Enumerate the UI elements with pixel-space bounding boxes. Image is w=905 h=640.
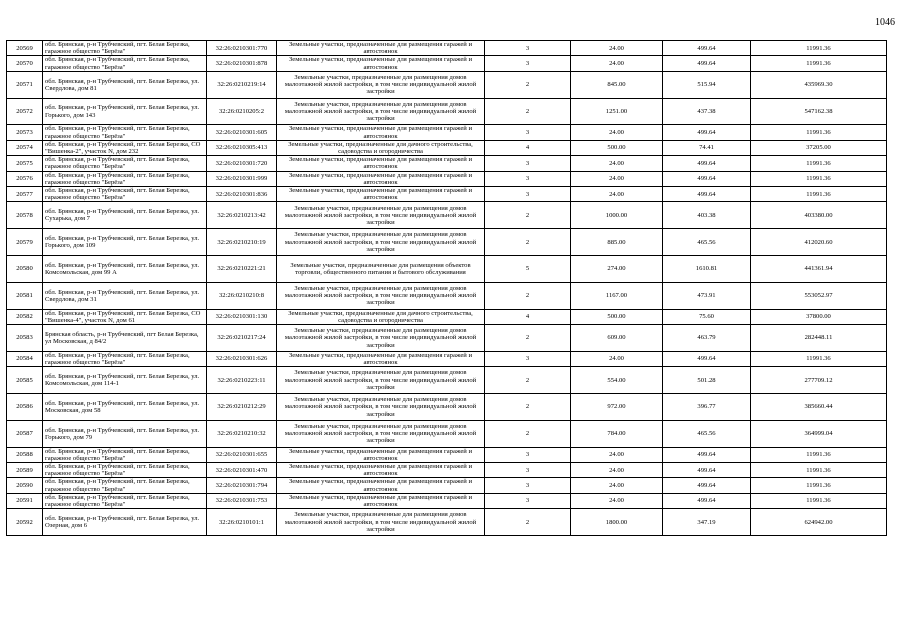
row-cadastral-number: 32:26:0210210:8 — [207, 282, 277, 309]
row-area: 24.00 — [571, 187, 663, 202]
row-address: Брянская область, р-н Трубчевский, пгт Белая Березка, ул Московская, д 84/2 — [43, 325, 207, 352]
row-specific-value: 499.64 — [663, 463, 751, 478]
row-land-use: Земельные участки, предназначенные для размещения домов малоэтажной жилой застройки, в том числе индивидуальной жилой застройки — [277, 71, 485, 98]
row-number: 20571 — [7, 71, 43, 98]
row-area: 1800.00 — [571, 509, 663, 536]
row-area: 24.00 — [571, 41, 663, 56]
table-row — [7, 171, 887, 186]
row-group: 3 — [485, 187, 571, 202]
row-group: 3 — [485, 41, 571, 56]
table-row — [7, 420, 887, 447]
row-land-use: Земельные участки, предназначенные для размещения домов малоэтажной жилой застройки, в том числе индивидуальной жилой застройки — [277, 367, 485, 394]
row-specific-value: 499.64 — [663, 125, 751, 140]
row-cadastral-value: 624942.00 — [751, 509, 887, 536]
row-land-use: Земельные участки, предназначенные для размещения домов малоэтажной жилой застройки, в том числе индивидуальной жилой застройки — [277, 509, 485, 536]
row-specific-value: 499.64 — [663, 41, 751, 56]
row-land-use: Земельные участки, предназначенные для размещения гаражей и автостоянок — [277, 493, 485, 508]
row-number: 20583 — [7, 325, 43, 352]
table-row — [7, 325, 887, 352]
row-group: 2 — [485, 325, 571, 352]
row-specific-value: 75.60 — [663, 309, 751, 324]
row-area: 24.00 — [571, 125, 663, 140]
row-specific-value: 499.64 — [663, 187, 751, 202]
row-area: 972.00 — [571, 394, 663, 421]
row-area: 24.00 — [571, 493, 663, 508]
row-cadastral-value: 11991.36 — [751, 41, 887, 56]
row-group: 2 — [485, 420, 571, 447]
row-area: 1167.00 — [571, 282, 663, 309]
row-cadastral-number: 32:26:0210210:32 — [207, 420, 277, 447]
row-cadastral-number: 32:26:0210205:2 — [207, 98, 277, 125]
row-cadastral-value: 11991.36 — [751, 463, 887, 478]
row-cadastral-value: 547162.38 — [751, 98, 887, 125]
row-cadastral-number: 32:26:0210210:19 — [207, 229, 277, 256]
row-cadastral-value: 11991.36 — [751, 447, 887, 462]
row-cadastral-value: 11991.36 — [751, 351, 887, 366]
row-number: 20582 — [7, 309, 43, 324]
row-address: обл. Брянская, р-н Трубчевский, пгт. Белая Березка, гаражное общество "Берёза" — [43, 156, 207, 171]
row-cadastral-value: 282448.11 — [751, 325, 887, 352]
row-land-use: Земельные участки, предназначенные для дачного строительства, садоводства и огородничества — [277, 309, 485, 324]
row-cadastral-value: 11991.36 — [751, 171, 887, 186]
row-cadastral-value: 364999.04 — [751, 420, 887, 447]
row-specific-value: 463.79 — [663, 325, 751, 352]
row-address: обл. Брянская, р-н Трубчевский, пгт. Белая Березка, СО "Вишенка-4", участок N, дом 61 — [43, 309, 207, 324]
row-area: 500.00 — [571, 309, 663, 324]
table-row — [7, 367, 887, 394]
table-row — [7, 447, 887, 462]
row-group: 2 — [485, 202, 571, 229]
row-area: 845.00 — [571, 71, 663, 98]
row-cadastral-number: 32:26:0210301:655 — [207, 447, 277, 462]
row-number: 20570 — [7, 56, 43, 71]
row-cadastral-value: 11991.36 — [751, 187, 887, 202]
row-land-use: Земельные участки, предназначенные для размещения домов малоэтажной жилой застройки, в том числе индивидуальной жилой застройки — [277, 325, 485, 352]
row-number: 20577 — [7, 187, 43, 202]
row-address: обл. Брянская, р-н Трубчевский, пгт. Белая Березка, гаражное общество "Берёза" — [43, 187, 207, 202]
row-number: 20578 — [7, 202, 43, 229]
row-cadastral-number: 32:26:0210301:836 — [207, 187, 277, 202]
row-cadastral-value: 277709.12 — [751, 367, 887, 394]
row-specific-value: 396.77 — [663, 394, 751, 421]
row-address: обл. Брянская, р-н Трубчевский, пгт. Белая Березка, ул. Горького, дом 143 — [43, 98, 207, 125]
row-land-use: Земельные участки, предназначенные для размещения гаражей и автостоянок — [277, 187, 485, 202]
row-specific-value: 74.41 — [663, 140, 751, 155]
row-cadastral-number: 32:26:0210221:21 — [207, 256, 277, 283]
table-row — [7, 493, 887, 508]
row-land-use: Земельные участки, предназначенные для размещения домов малоэтажной жилой застройки, в том числе индивидуальной жилой застройки — [277, 98, 485, 125]
row-group: 2 — [485, 394, 571, 421]
table-row — [7, 71, 887, 98]
row-area: 24.00 — [571, 447, 663, 462]
row-group: 3 — [485, 447, 571, 462]
row-group: 2 — [485, 98, 571, 125]
table-row — [7, 394, 887, 421]
row-address: обл. Брянская, р-н Трубчевский, пгт. Белая Березка, гаражное общество "Берёза" — [43, 41, 207, 56]
row-number: 20576 — [7, 171, 43, 186]
table-row — [7, 463, 887, 478]
row-address: обл. Брянская, р-н Трубчевский, пгт. Белая Березка, гаражное общество "Берёза" — [43, 463, 207, 478]
row-cadastral-value: 441361.94 — [751, 256, 887, 283]
table-row — [7, 202, 887, 229]
row-specific-value: 499.64 — [663, 171, 751, 186]
row-number: 20585 — [7, 367, 43, 394]
row-area: 500.00 — [571, 140, 663, 155]
row-cadastral-value: 403380.00 — [751, 202, 887, 229]
row-land-use: Земельные участки, предназначенные для размещения домов малоэтажной жилой застройки, в том числе индивидуальной жилой застройки — [277, 394, 485, 421]
table-row — [7, 187, 887, 202]
row-address: обл. Брянская, р-н Трубчевский, пгт. Белая Березка, ул. Горького, дом 109 — [43, 229, 207, 256]
row-group: 3 — [485, 56, 571, 71]
table-row — [7, 229, 887, 256]
row-number: 20579 — [7, 229, 43, 256]
row-number: 20574 — [7, 140, 43, 155]
row-land-use: Земельные участки, предназначенные для размещения гаражей и автостоянок — [277, 125, 485, 140]
row-cadastral-value: 412020.60 — [751, 229, 887, 256]
row-number: 20590 — [7, 478, 43, 493]
row-group: 2 — [485, 282, 571, 309]
row-area: 554.00 — [571, 367, 663, 394]
table-body — [7, 41, 887, 536]
row-cadastral-number: 32:26:0210301:626 — [207, 351, 277, 366]
row-land-use: Земельные участки, предназначенные для размещения гаражей и автостоянок — [277, 478, 485, 493]
row-cadastral-value: 37205.00 — [751, 140, 887, 155]
row-number: 20584 — [7, 351, 43, 366]
row-group: 4 — [485, 309, 571, 324]
table-row — [7, 282, 887, 309]
row-group: 3 — [485, 493, 571, 508]
row-cadastral-value: 435969.30 — [751, 71, 887, 98]
row-specific-value: 403.38 — [663, 202, 751, 229]
row-specific-value: 437.38 — [663, 98, 751, 125]
row-specific-value: 347.19 — [663, 509, 751, 536]
row-specific-value: 499.64 — [663, 493, 751, 508]
row-land-use: Земельные участки, предназначенные для размещения домов малоэтажной жилой застройки, в том числе индивидуальной жилой застройки — [277, 229, 485, 256]
row-land-use: Земельные участки, предназначенные для размещения гаражей и автостоянок — [277, 156, 485, 171]
row-cadastral-number: 32:26:0210305:413 — [207, 140, 277, 155]
row-area: 24.00 — [571, 463, 663, 478]
table-row — [7, 509, 887, 536]
row-specific-value: 473.91 — [663, 282, 751, 309]
row-specific-value: 499.64 — [663, 156, 751, 171]
row-cadastral-value: 11991.36 — [751, 493, 887, 508]
row-area: 24.00 — [571, 478, 663, 493]
row-number: 20580 — [7, 256, 43, 283]
table-row — [7, 256, 887, 283]
row-number: 20575 — [7, 156, 43, 171]
row-address: обл. Брянская, р-н Трубчевский, пгт. Белая Березка, ул. Московская, дом 58 — [43, 394, 207, 421]
row-group: 2 — [485, 509, 571, 536]
row-cadastral-value: 385660.44 — [751, 394, 887, 421]
row-cadastral-number: 32:26:0210219:14 — [207, 71, 277, 98]
row-group: 3 — [485, 351, 571, 366]
row-cadastral-number: 32:26:0210301:130 — [207, 309, 277, 324]
row-cadastral-number: 32:26:0210301:770 — [207, 41, 277, 56]
row-cadastral-value: 11991.36 — [751, 478, 887, 493]
row-address: обл. Брянская, р-н Трубчевский, пгт. Белая Березка, ул. Горького, дом 79 — [43, 420, 207, 447]
row-address: обл. Брянская, р-н Трубчевский, пгт. Белая Березка, гаражное общество "Берёза" — [43, 56, 207, 71]
row-cadastral-value: 37800.00 — [751, 309, 887, 324]
row-group: 3 — [485, 156, 571, 171]
row-address: обл. Брянская, р-н Трубчевский, пгт. Белая Березка, гаражное общество "Берёза" — [43, 478, 207, 493]
row-cadastral-value: 11991.36 — [751, 156, 887, 171]
table-row — [7, 478, 887, 493]
row-specific-value: 501.28 — [663, 367, 751, 394]
table-row — [7, 156, 887, 171]
row-cadastral-number: 32:26:0210301:605 — [207, 125, 277, 140]
row-specific-value: 499.64 — [663, 56, 751, 71]
row-cadastral-number: 32:26:0210301:794 — [207, 478, 277, 493]
row-address: обл. Брянская, р-н Трубчевский, пгт. Белая Березка, ул. Комсомольская, дом 114-1 — [43, 367, 207, 394]
row-area: 24.00 — [571, 56, 663, 71]
row-cadastral-value: 11991.36 — [751, 56, 887, 71]
row-cadastral-number: 32:26:0210213:42 — [207, 202, 277, 229]
row-land-use: Земельные участки, предназначенные для размещения гаражей и автостоянок — [277, 171, 485, 186]
table-row — [7, 98, 887, 125]
row-address: обл. Брянская, р-н Трубчевский, пгт. Белая Березка, СО "Вишенка-2", участок N, дом 232 — [43, 140, 207, 155]
row-address: обл. Брянская, р-н Трубчевский, пгт. Белая Березка, ул. Свердлова, дом 81 — [43, 71, 207, 98]
row-number: 20573 — [7, 125, 43, 140]
table-row — [7, 309, 887, 324]
row-land-use: Земельные участки, предназначенные для размещения гаражей и автостоянок — [277, 463, 485, 478]
row-group: 5 — [485, 256, 571, 283]
row-specific-value: 499.64 — [663, 351, 751, 366]
row-land-use: Земельные участки, предназначенные для размещения гаражей и автостоянок — [277, 41, 485, 56]
row-cadastral-number: 32:26:0210217:24 — [207, 325, 277, 352]
row-specific-value: 499.64 — [663, 478, 751, 493]
row-area: 609.00 — [571, 325, 663, 352]
row-specific-value: 465.56 — [663, 229, 751, 256]
row-group: 2 — [485, 367, 571, 394]
row-cadastral-number: 32:26:0210301:999 — [207, 171, 277, 186]
row-cadastral-number: 32:26:0210301:878 — [207, 56, 277, 71]
row-specific-value: 1610.81 — [663, 256, 751, 283]
row-address: обл. Брянская, р-н Трубчевский, пгт. Белая Березка, ул. Комсомольская, дом 99 А — [43, 256, 207, 283]
row-address: обл. Брянская, р-н Трубчевский, пгт. Белая Березка, гаражное общество "Берёза" — [43, 447, 207, 462]
row-cadastral-value: 11991.36 — [751, 125, 887, 140]
row-address: обл. Брянская, р-н Трубчевский, пгт. Белая Березка, гаражное общество "Берёза" — [43, 171, 207, 186]
row-land-use: Земельные участки, предназначенные для размещения домов малоэтажной жилой застройки, в том числе индивидуальной жилой застройки — [277, 202, 485, 229]
row-specific-value: 515.94 — [663, 71, 751, 98]
table-row — [7, 41, 887, 56]
row-number: 20591 — [7, 493, 43, 508]
row-number: 20569 — [7, 41, 43, 56]
row-address: обл. Брянская, р-н Трубчевский, пгт. Белая Березка, ул. Озерная, дом 6 — [43, 509, 207, 536]
row-land-use: Земельные участки, предназначенные для размещения гаражей и автостоянок — [277, 56, 485, 71]
row-land-use: Земельные участки, предназначенные для размещения гаражей и автостоянок — [277, 447, 485, 462]
row-land-use: Земельные участки, предназначенные для размещения гаражей и автостоянок — [277, 351, 485, 366]
row-area: 24.00 — [571, 171, 663, 186]
row-area: 274.00 — [571, 256, 663, 283]
row-group: 3 — [485, 171, 571, 186]
row-address: обл. Брянская, р-н Трубчевский, пгт. Белая Березка, ул. Свердлова, дом 31 — [43, 282, 207, 309]
row-address: обл. Брянская, р-н Трубчевский, пгт. Белая Березка, ул. Сухарька, дом 7 — [43, 202, 207, 229]
cadastral-value-table — [6, 40, 887, 536]
row-number: 20588 — [7, 447, 43, 462]
row-cadastral-value: 553052.97 — [751, 282, 887, 309]
table-row — [7, 140, 887, 155]
row-specific-value: 465.56 — [663, 420, 751, 447]
row-group: 3 — [485, 125, 571, 140]
row-address: обл. Брянская, р-н Трубчевский, пгт. Белая Березка, гаражное общество "Берёза" — [43, 493, 207, 508]
row-cadastral-number: 32:26:0210301:720 — [207, 156, 277, 171]
row-cadastral-number: 32:26:0210223:11 — [207, 367, 277, 394]
row-group: 3 — [485, 463, 571, 478]
row-number: 20587 — [7, 420, 43, 447]
row-group: 2 — [485, 71, 571, 98]
row-group: 2 — [485, 229, 571, 256]
row-address: обл. Брянская, р-н Трубчевский, пгт. Белая Березка, гаражное общество "Берёза" — [43, 351, 207, 366]
row-group: 3 — [485, 478, 571, 493]
table-row — [7, 351, 887, 366]
row-cadastral-number: 32:26:0210301:470 — [207, 463, 277, 478]
row-cadastral-number: 32:26:0210212:29 — [207, 394, 277, 421]
table-row — [7, 125, 887, 140]
row-area: 1000.00 — [571, 202, 663, 229]
row-address: обл. Брянская, р-н Трубчевский, пгт. Белая Березка, гаражное общество "Берёза" — [43, 125, 207, 140]
row-group: 4 — [485, 140, 571, 155]
page-number: 1046 — [875, 17, 895, 28]
table-row — [7, 56, 887, 71]
row-number: 20586 — [7, 394, 43, 421]
row-number: 20581 — [7, 282, 43, 309]
row-specific-value: 499.64 — [663, 447, 751, 462]
row-area: 24.00 — [571, 351, 663, 366]
row-number: 20592 — [7, 509, 43, 536]
row-land-use: Земельные участки, предназначенные для размещения объектов торговли, общественного питания и бытового обслуживания — [277, 256, 485, 283]
row-area: 24.00 — [571, 156, 663, 171]
row-number: 20589 — [7, 463, 43, 478]
row-area: 1251.00 — [571, 98, 663, 125]
row-land-use: Земельные участки, предназначенные для дачного строительства, садоводства и огородничества — [277, 140, 485, 155]
row-cadastral-number: 32:26:0210301:753 — [207, 493, 277, 508]
row-number: 20572 — [7, 98, 43, 125]
row-land-use: Земельные участки, предназначенные для размещения домов малоэтажной жилой застройки, в том числе индивидуальной жилой застройки — [277, 282, 485, 309]
row-land-use: Земельные участки, предназначенные для размещения домов малоэтажной жилой застройки, в том числе индивидуальной жилой застройки — [277, 420, 485, 447]
row-cadastral-number: 32:26:0210101:1 — [207, 509, 277, 536]
row-area: 784.00 — [571, 420, 663, 447]
row-area: 885.00 — [571, 229, 663, 256]
